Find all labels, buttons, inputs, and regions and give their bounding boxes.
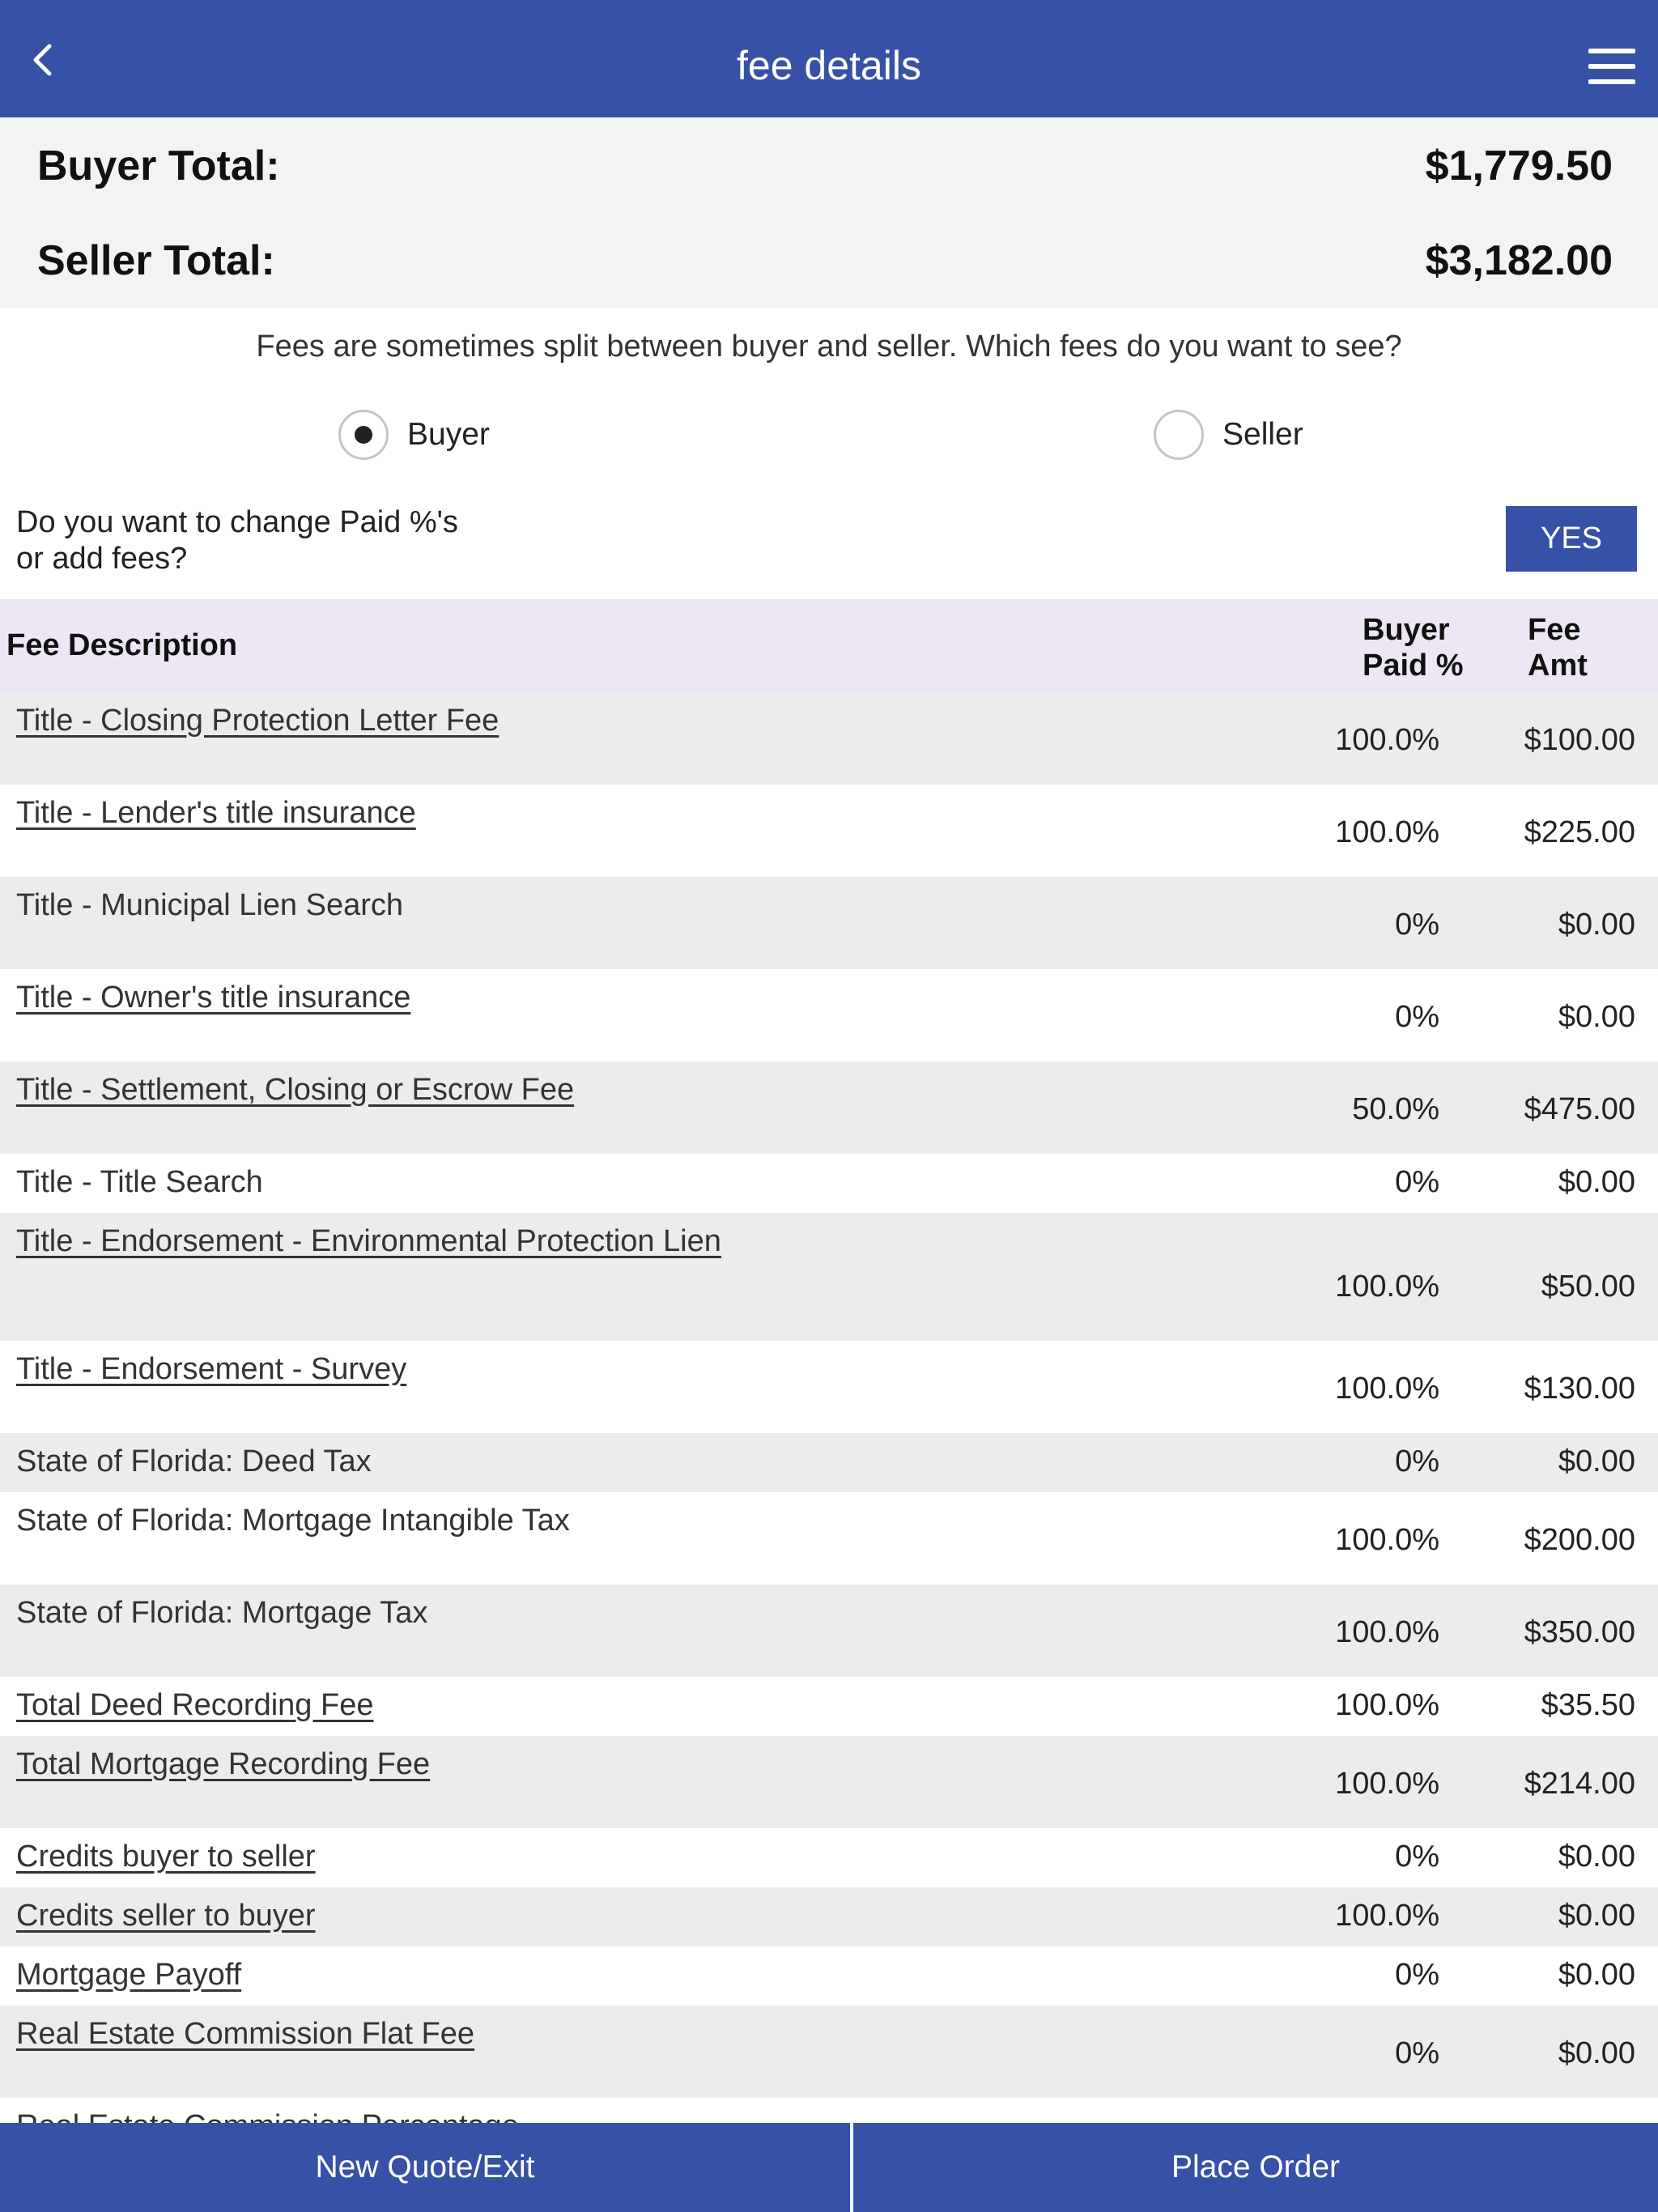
- totals-panel: [0, 117, 1658, 308]
- fee-amount: $50.00: [1541, 1270, 1635, 1304]
- fee-row[interactable]: [0, 2006, 1658, 2098]
- fee-amount: $475.00: [1524, 1092, 1635, 1126]
- buyer-total-value: $1,779.50: [1425, 143, 1613, 189]
- seller-total-value: $3,182.00: [1425, 237, 1613, 284]
- fee-description[interactable]: Title - Owner's title insurance: [16, 981, 411, 1015]
- seller-radio[interactable]: [1154, 410, 1204, 460]
- hamburger-menu-icon[interactable]: [1588, 49, 1635, 84]
- fee-row[interactable]: [0, 785, 1658, 877]
- fee-description[interactable]: Title - Settlement, Closing or Escrow Fee: [16, 1073, 575, 1107]
- fee-paid-pct: 0%: [1395, 1958, 1439, 1992]
- fee-amount: $225.00: [1524, 815, 1635, 849]
- buyer-radio[interactable]: [338, 410, 389, 460]
- fee-row[interactable]: [0, 1946, 1658, 2006]
- fee-description: State of Florida: Mortgage Intangible Tax: [16, 1504, 570, 1538]
- fee-description: Title - Title Search: [16, 1165, 263, 1199]
- fee-row: [0, 1433, 1658, 1492]
- fee-paid-pct: 100.0%: [1335, 1615, 1439, 1649]
- seller-total-row: [37, 228, 1613, 293]
- fee-amount: $0.00: [1558, 1958, 1635, 1992]
- fee-description[interactable]: Total Mortgage Recording Fee: [16, 1747, 431, 1781]
- fee-description: State of Florida: Mortgage Tax: [16, 1596, 428, 1630]
- fee-paid-pct: 0%: [1395, 1840, 1439, 1874]
- footer-bar: [0, 2123, 1658, 2212]
- fee-row[interactable]: [0, 1341, 1658, 1433]
- fee-paid-pct: 0%: [1395, 908, 1439, 942]
- fee-description[interactable]: Title - Endorsement - Survey: [16, 1352, 407, 1386]
- fee-description[interactable]: Title - Closing Protection Letter Fee: [16, 704, 500, 738]
- header-paid-line2: Paid %: [1363, 649, 1464, 683]
- split-question: Fees are sometimes split between buyer and seller. Which fees do you want to see?: [256, 330, 1402, 364]
- fee-description: State of Florida: Deed Tax: [16, 1444, 372, 1478]
- fee-row[interactable]: [0, 1061, 1658, 1154]
- fee-paid-pct: 0%: [1395, 2036, 1439, 2070]
- header-fee-description: Fee Description: [6, 628, 238, 662]
- buyer-radio-label: Buyer: [407, 417, 490, 452]
- app-header: [0, 0, 1658, 117]
- fee-paid-pct: 100.0%: [1335, 815, 1439, 849]
- fee-paid-pct: 100.0%: [1335, 1767, 1439, 1801]
- fee-row[interactable]: [0, 1887, 1658, 1946]
- fee-amount: $35.50: [1541, 1688, 1635, 1722]
- fee-paid-pct: 100.0%: [1335, 1372, 1439, 1406]
- page-title: fee details: [737, 43, 921, 88]
- fee-description[interactable]: Title - Lender's title insurance: [16, 796, 416, 830]
- fee-paid-pct: 50.0%: [1352, 1092, 1439, 1126]
- new-quote-exit-button[interactable]: New Quote/Exit: [0, 2123, 853, 2212]
- yes-button[interactable]: YES: [1506, 506, 1637, 572]
- fee-amount: $0.00: [1558, 908, 1635, 942]
- fee-description[interactable]: Title - Endorsement - Environmental Protection Lien: [16, 1224, 721, 1258]
- header-fee-amount: [1528, 612, 1588, 683]
- fee-description[interactable]: Real Estate Commission Flat Fee: [16, 2017, 474, 2051]
- fee-amount: $100.00: [1524, 723, 1635, 757]
- header-paid-line1: Buyer: [1363, 613, 1450, 647]
- fee-amount: $350.00: [1524, 1615, 1635, 1649]
- fee-paid-pct: 100.0%: [1335, 1523, 1439, 1557]
- header-buyer-paid-pct: [1363, 612, 1464, 683]
- fee-row[interactable]: [0, 1677, 1658, 1736]
- fee-description[interactable]: Mortgage Payoff: [16, 1958, 242, 1992]
- change-question-line2: or add fees?: [16, 542, 188, 576]
- fee-row[interactable]: [0, 1736, 1658, 1828]
- fee-paid-pct: 100.0%: [1335, 1270, 1439, 1304]
- fee-amount: $0.00: [1558, 2036, 1635, 2070]
- seller-radio-label: Seller: [1222, 417, 1303, 452]
- fee-paid-pct: 100.0%: [1335, 1899, 1439, 1933]
- buyer-total-row: [37, 134, 1613, 198]
- fee-row[interactable]: [0, 1213, 1658, 1341]
- buyer-radio-option[interactable]: [338, 409, 490, 461]
- seller-total-label: Seller Total:: [37, 237, 275, 284]
- fee-amount: $0.00: [1558, 1165, 1635, 1199]
- fee-paid-pct: 0%: [1395, 1444, 1439, 1478]
- buyer-total-label: Buyer Total:: [37, 143, 280, 189]
- fee-table-header: [0, 599, 1658, 692]
- fee-row[interactable]: [0, 692, 1658, 785]
- seller-radio-option[interactable]: [1154, 409, 1303, 461]
- fee-description: Title - Municipal Lien Search: [16, 888, 404, 922]
- fee-paid-pct: 0%: [1395, 1165, 1439, 1199]
- fee-amount: $200.00: [1524, 1523, 1635, 1557]
- fee-description[interactable]: Total Deed Recording Fee: [16, 1688, 374, 1722]
- fee-amount: $0.00: [1558, 1840, 1635, 1874]
- fee-row[interactable]: [0, 969, 1658, 1061]
- fee-row: [0, 1492, 1658, 1585]
- fee-row: [0, 1585, 1658, 1677]
- fee-amount: $214.00: [1524, 1767, 1635, 1801]
- radio-selected-dot: [355, 426, 372, 444]
- fee-paid-pct: 100.0%: [1335, 723, 1439, 757]
- change-question-line1: Do you want to change Paid %'s: [16, 505, 458, 539]
- fee-row: [0, 1154, 1658, 1213]
- fee-paid-pct: 100.0%: [1335, 1688, 1439, 1722]
- fee-row: [0, 877, 1658, 969]
- fee-description[interactable]: Credits buyer to seller: [16, 1840, 316, 1874]
- fee-paid-pct: 0%: [1395, 1000, 1439, 1034]
- fee-row[interactable]: [0, 1828, 1658, 1887]
- header-amt-line1: Fee: [1528, 613, 1581, 647]
- place-order-button[interactable]: Place Order: [1171, 2150, 1341, 2184]
- fee-description[interactable]: Credits seller to buyer: [16, 1899, 316, 1933]
- fee-amount: $0.00: [1558, 1444, 1635, 1478]
- fee-amount: $130.00: [1524, 1372, 1635, 1406]
- fee-amount: $0.00: [1558, 1000, 1635, 1034]
- header-amt-line2: Amt: [1528, 649, 1588, 683]
- fee-amount: $0.00: [1558, 1899, 1635, 1933]
- change-fees-question: [16, 504, 518, 577]
- fee-table-body: [0, 692, 1658, 2163]
